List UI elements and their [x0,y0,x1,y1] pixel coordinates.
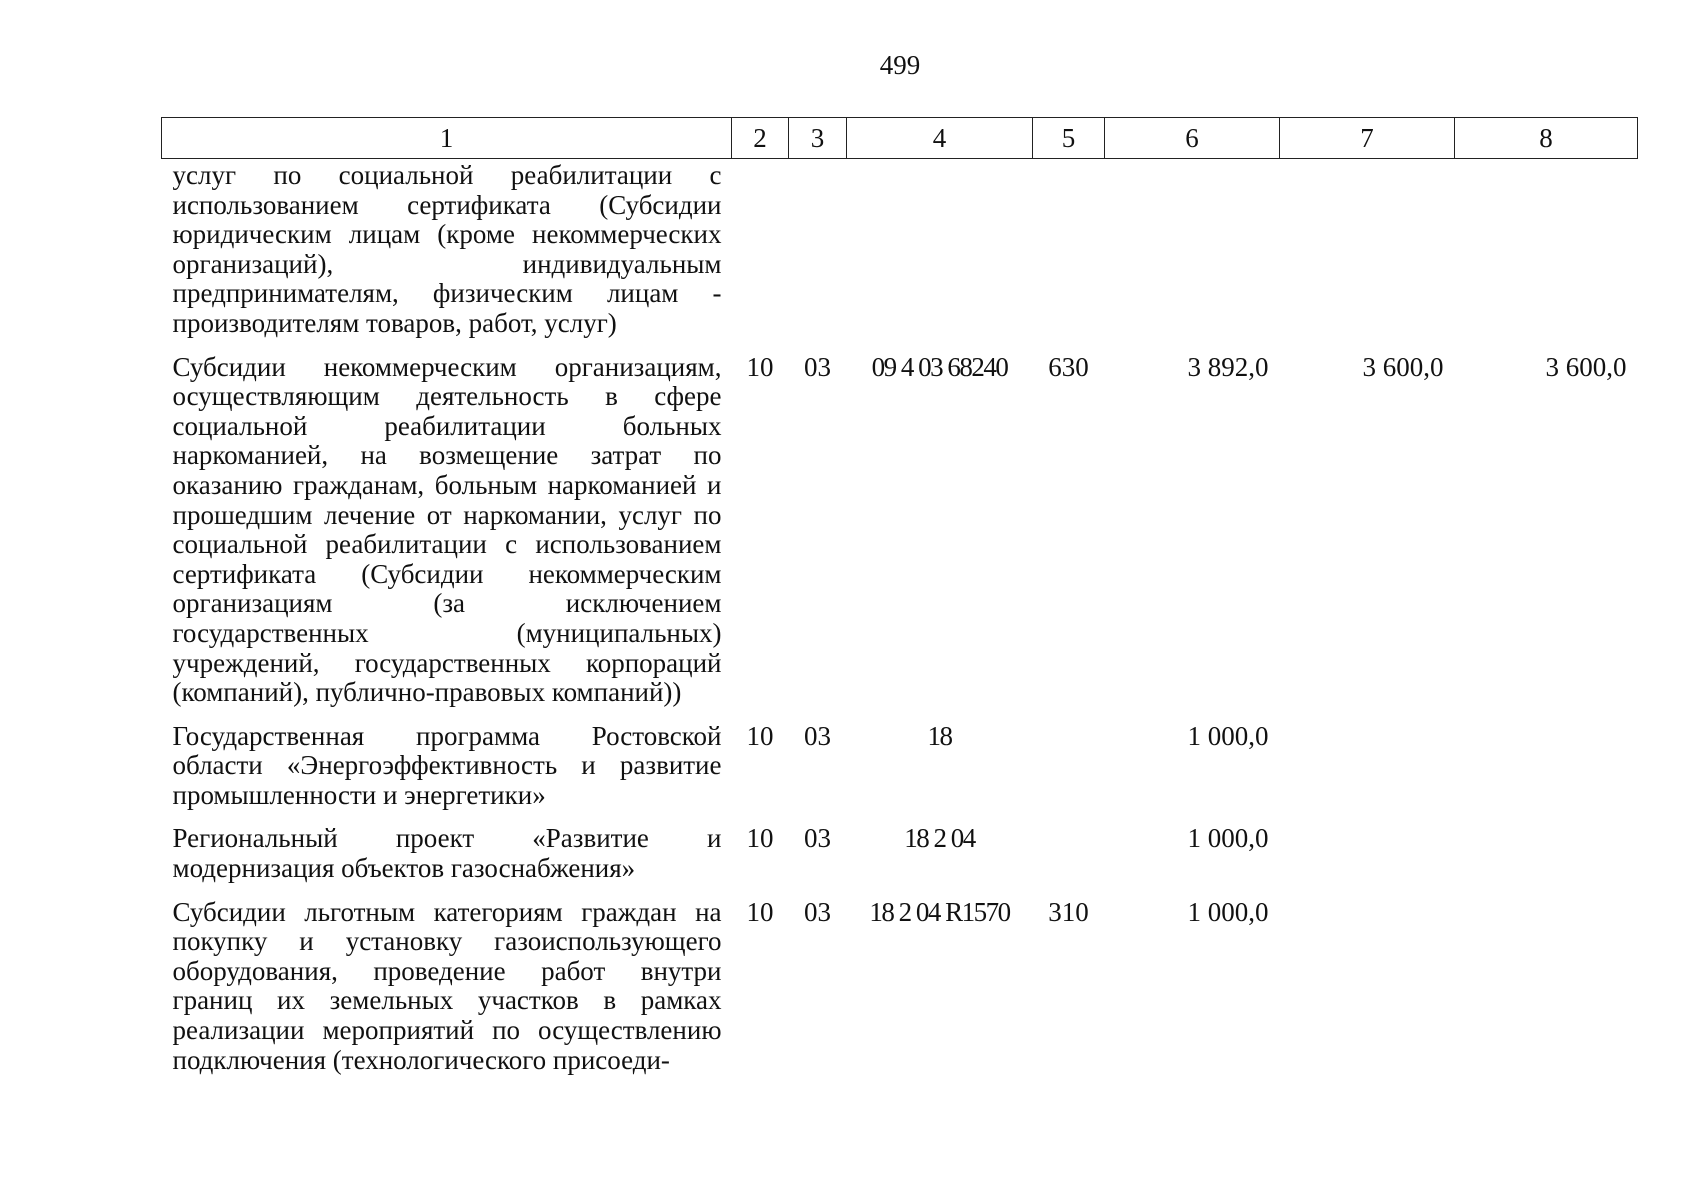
row-section: 10 [746,351,774,382]
row-target-article: 09 4 03 68240 [871,351,1008,382]
column-header-4: 4 [847,118,1033,159]
row-amount-8: 3 600,0 [1545,351,1627,382]
row-amount-6 [1105,159,1280,351]
column-header-6: 6 [1105,118,1280,159]
row-section [732,159,789,351]
row-amount-7 [1280,822,1455,895]
row-amount-7: 3 600,0 [1362,351,1444,382]
table-row [162,720,1638,823]
header-row [162,118,1638,159]
row-description: Региональный проект «Развитие и модернизация объектов газоснабжения» [172,823,722,884]
row-description: Субсидии льготным категориям граждан на покупку и установку газоиспользующего оборудования, проведение работ внутри границ их земельных участков в рамках реализации мероприятий по осуществлению подключения (технологического присоеди- [172,896,722,1075]
row-subsection [789,159,847,351]
row-amount-6: 3 892,0 [1187,351,1269,382]
column-header-7: 7 [1280,118,1455,159]
table-row [162,822,1638,895]
row-amount-8 [1455,822,1638,895]
row-expense-type: 630 [1048,351,1089,382]
table-row [162,896,1638,1088]
row-section: 10 [746,896,774,927]
row-expense-type [1033,720,1105,823]
row-target-article [847,159,1033,351]
table-row [162,351,1638,720]
row-section: 10 [746,823,774,854]
row-amount-8 [1455,720,1638,823]
row-subsection: 03 [804,896,831,927]
budget-table [161,117,1638,1087]
row-subsection: 03 [804,351,831,382]
row-amount-8 [1455,896,1638,1088]
row-target-article: 18 2 04 [904,823,975,854]
row-expense-type: 310 [1048,896,1089,927]
row-target-article: 18 2 04 R1570 [869,896,1010,927]
column-header-2: 2 [732,118,789,159]
row-amount-6: 1 000,0 [1187,823,1269,854]
row-amount-7 [1280,159,1455,351]
row-target-article: 18 [927,720,952,751]
row-subsection: 03 [804,720,831,751]
row-amount-6: 1 000,0 [1187,720,1269,751]
column-header-1: 1 [162,118,732,159]
row-amount-7 [1280,896,1455,1088]
row-amount-6: 1 000,0 [1187,896,1269,927]
row-subsection: 03 [804,823,831,854]
column-header-3: 3 [789,118,847,159]
page-number: 499 [879,50,921,80]
column-header-8: 8 [1455,118,1638,159]
row-description: услуг по социальной реабилитации с использованием сертификата (Субсидии юридическим лицам (кроме некоммерческих организаций), индивидуальным предпринимателям, физическим лицам - производителям товаров, работ, услуг) [172,160,722,338]
row-description: Субсидии некоммерческим организациям, осуществляющим деятельность в сфере социальной реабилитации больных наркоманией, на возмещение затрат по оказанию гражданам, больным наркоманией и прошедшим лечение от наркомании, услуг по социальной реабилитации с использованием сертификата (Субсидии некоммерческим организациям (за исключением государственных (муниципальных) учреждений, государственных корпораций (компаний), публично-правовых компаний)) [172,351,722,708]
row-section: 10 [746,720,774,751]
row-expense-type [1033,159,1105,351]
table-row [162,159,1638,351]
row-amount-8 [1455,159,1638,351]
column-header-5: 5 [1033,118,1105,159]
row-description: Государственная программа Ростовской области «Энергоэффективность и развитие промышленности и энергетики» [172,720,722,810]
row-expense-type [1033,822,1105,895]
row-amount-7 [1280,720,1455,823]
